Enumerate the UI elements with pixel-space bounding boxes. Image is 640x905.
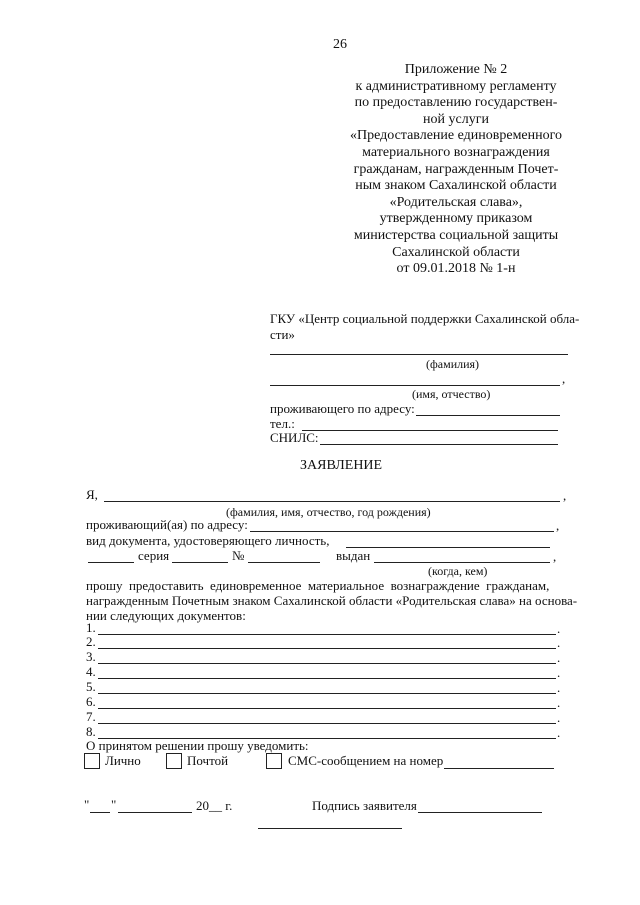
issued-field[interactable] <box>374 562 550 563</box>
document-item-field[interactable] <box>98 663 556 664</box>
id-doc-type-field[interactable] <box>88 562 134 563</box>
appendix-line: к административному регламенту <box>355 78 557 94</box>
sms-phone-field[interactable] <box>444 768 554 769</box>
document-item-field[interactable] <box>98 693 556 694</box>
appendix-header <box>340 62 572 278</box>
series-label: серия <box>138 548 170 563</box>
applicant-address-field[interactable] <box>250 531 554 532</box>
applicant-residing-label: проживающий(ая) по адресу: <box>86 517 248 532</box>
document-item-number: 8. <box>86 724 96 739</box>
appendix-line: от 09.01.2018 № 1-н <box>396 261 516 277</box>
notify-mail-checkbox[interactable] <box>166 753 182 769</box>
notify-sms-label: СМС-сообщением на номер <box>288 753 444 768</box>
notify-label: О принятом решении прошу уведомить: <box>86 738 309 753</box>
appendix-line: материального вознаграждения <box>362 144 550 160</box>
document-item-period: . <box>557 695 561 710</box>
page-number: 26 <box>333 37 347 52</box>
appendix-line: ным знаком Сахалинской области <box>355 178 557 194</box>
appendix-line: утвержденному приказом <box>379 211 533 227</box>
addressee-line-1: ГКУ «Центр социальной поддержки Сахалинской обла- <box>270 311 580 326</box>
document-item-number: 6. <box>86 694 96 709</box>
name-caption: (имя, отчество) <box>412 387 491 401</box>
fullname-comma: , <box>563 488 567 503</box>
issued-comma: , <box>553 549 557 564</box>
document-item-number: 7. <box>86 709 96 724</box>
document-item-period: . <box>557 650 561 665</box>
date-day-field[interactable] <box>90 812 110 813</box>
document-item-number: 1. <box>86 620 96 635</box>
document-item-period: . <box>557 665 561 680</box>
notify-in-person-label: Лично <box>105 753 141 768</box>
document-item-period: . <box>557 680 561 695</box>
surname-caption: (фамилия) <box>426 357 480 371</box>
signature-label: Подпись заявителя <box>312 798 417 813</box>
notify-in-person-checkbox[interactable] <box>84 753 100 769</box>
appendix-line: «Предоставление единовременного <box>349 128 563 144</box>
addressee-address-field[interactable] <box>416 415 560 416</box>
i-label: Я, <box>86 487 98 502</box>
document-item-number: 4. <box>86 664 96 679</box>
applicant-fullname-field[interactable] <box>104 501 560 502</box>
document-item-field[interactable] <box>98 708 556 709</box>
phone-label: тел.: <box>270 416 295 431</box>
appendix-line: министерства социальной защиты <box>353 227 559 243</box>
addressee-line-2: сти» <box>270 327 295 342</box>
document-item-period: . <box>557 725 561 740</box>
issued-label: выдан <box>336 548 371 563</box>
request-text-line-3: нии следующих документов: <box>86 608 246 623</box>
surname-field[interactable] <box>270 354 568 355</box>
document-item-field[interactable] <box>98 634 556 635</box>
notify-mail-label: Почтой <box>187 753 229 768</box>
appendix-line: по предоставлению государствен- <box>354 95 558 111</box>
address-comma: , <box>556 518 560 533</box>
date-quote-close: " <box>111 797 117 812</box>
signature-decode-field[interactable] <box>258 828 402 829</box>
appendix-line: «Родительская слава», <box>389 194 523 210</box>
appendix-line: гражданам, награжденным Почет- <box>353 161 559 177</box>
document-item-period: . <box>557 710 561 725</box>
number-label: № <box>232 548 245 563</box>
document-item-number: 5. <box>86 679 96 694</box>
number-field[interactable] <box>248 562 320 563</box>
document-item-period: . <box>557 635 561 650</box>
document-item-field[interactable] <box>98 648 556 649</box>
name-comma: , <box>562 371 566 386</box>
document-item-number: 2. <box>86 634 96 649</box>
id-document-field[interactable] <box>346 547 550 548</box>
appendix-line: Сахалинской области <box>392 244 520 260</box>
signature-field[interactable] <box>418 812 542 813</box>
document-item-period: . <box>557 621 561 636</box>
request-text-line-2: награжденным Почетным знаком Сахалинской области «Родительская слава» на основа- <box>86 593 578 608</box>
request-text-line-1: прошу предоставить единовременное материальное вознаграждение гражданам, <box>86 578 550 593</box>
issued-caption: (когда, кем) <box>428 564 488 578</box>
phone-field[interactable] <box>302 430 558 431</box>
name-field[interactable] <box>270 385 560 386</box>
document-item-field[interactable] <box>98 723 556 724</box>
fullname-caption: (фамилия, имя, отчество, год рождения) <box>226 505 431 519</box>
document-title: ЗАЯВЛЕНИЕ <box>300 458 383 473</box>
date-year-label: 20__ г. <box>196 798 233 813</box>
appendix-line: Приложение № 2 <box>404 62 508 77</box>
document-item-number: 3. <box>86 649 96 664</box>
date-month-field[interactable] <box>118 812 192 813</box>
notify-sms-checkbox[interactable] <box>266 753 282 769</box>
series-field[interactable] <box>172 562 228 563</box>
addressee-residing-label: проживающего по адресу: <box>270 401 415 416</box>
appendix-line: ной услуги <box>423 111 489 127</box>
snils-label: СНИЛС: <box>270 430 319 445</box>
id-document-label: вид документа, удостоверяющего личность, <box>86 533 330 548</box>
date-quote-open: " <box>84 797 90 812</box>
snils-field[interactable] <box>320 444 558 445</box>
document-item-field[interactable] <box>98 678 556 679</box>
